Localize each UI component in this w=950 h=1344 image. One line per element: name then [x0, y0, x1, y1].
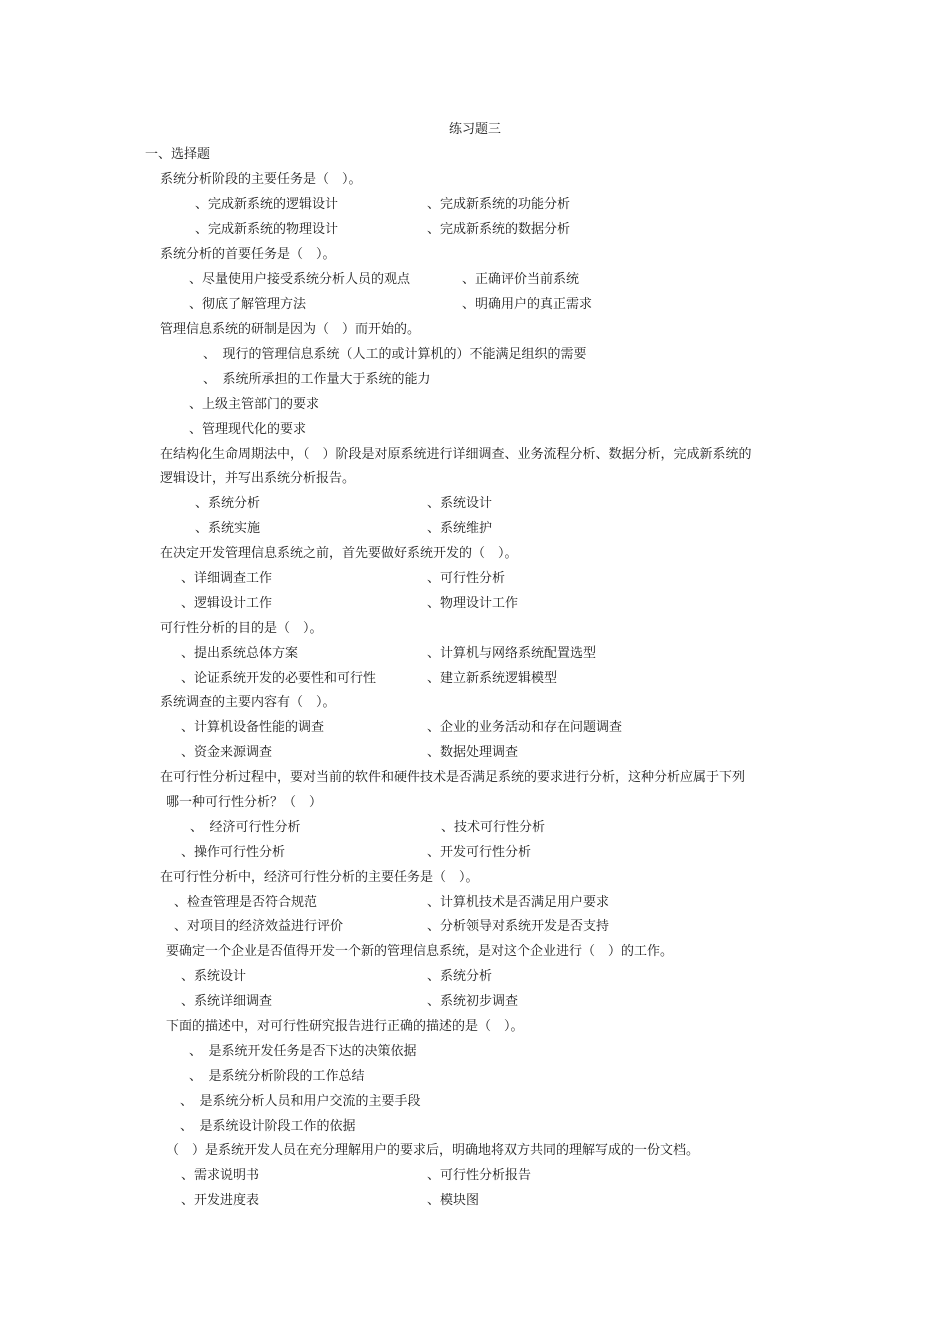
question-stem: （ ）是系统开发人员在充分理解用户的要求后，明确地将双方共同的理解写成的一份文档。 [166, 1143, 700, 1158]
option: 、企业的业务活动和存在问题调查 [427, 720, 623, 735]
question-stem: 在可行性分析过程中，要对当前的软件和硬件技术是否满足系统的要求进行分析，这种分析应属于下列 [160, 770, 746, 785]
option: 、 是系统分析阶段的工作总结 [189, 1069, 365, 1084]
option: 、可行性分析 [427, 571, 506, 586]
option: 、系统设计 [181, 969, 247, 984]
option: 、彻底了解管理方法 [189, 297, 307, 312]
option: 、分析领导对系统开发是否支持 [427, 919, 610, 934]
option: 、系统分析 [427, 969, 493, 984]
option: 、技术可行性分析 [441, 820, 546, 835]
option: 、需求说明书 [181, 1168, 260, 1183]
option: 、尽量使用户接受系统分析人员的观点 [189, 272, 411, 287]
question-stem: 系统分析的首要任务是（ ）。 [160, 247, 336, 262]
option: 、 现行的管理信息系统（人工的或计算机的）不能满足组织的需要 [203, 347, 587, 362]
option: 、模块图 [427, 1193, 480, 1208]
option: 、计算机技术是否满足用户要求 [427, 895, 610, 910]
option: 、管理现代化的要求 [189, 422, 307, 437]
option: 、 是系统设计阶段工作的依据 [180, 1119, 356, 1134]
option: 、系统初步调查 [427, 994, 519, 1009]
option: 、完成新系统的数据分析 [427, 222, 571, 237]
option: 、明确用户的真正需求 [462, 297, 593, 312]
option: 、开发进度表 [181, 1193, 260, 1208]
question-stem: 系统调查的主要内容有（ ）。 [160, 695, 336, 710]
option: 、详细调查工作 [181, 571, 273, 586]
option: 、 经济可行性分析 [190, 820, 301, 835]
option: 、数据处理调查 [427, 745, 519, 760]
option: 、系统维护 [427, 521, 493, 536]
question-stem: 系统分析阶段的主要任务是（ ）。 [160, 172, 362, 187]
question-stem: 要确定一个企业是否值得开发一个新的管理信息系统，是对这个企业进行（ ）的工作。 [166, 944, 674, 959]
option: 、系统详细调查 [181, 994, 273, 1009]
option: 、开发可行性分析 [427, 845, 532, 860]
option: 、提出系统总体方案 [181, 646, 299, 661]
option: 、可行性分析报告 [427, 1168, 532, 1183]
option: 、 系统所承担的工作量大于系统的能力 [203, 372, 431, 387]
option: 、完成新系统的功能分析 [427, 197, 571, 212]
page-title: 练习题三 [448, 122, 501, 137]
option: 、 是系统开发任务是否下达的决策依据 [189, 1044, 417, 1059]
option: 、检查管理是否符合规范 [174, 895, 318, 910]
question-stem-continued: 逻辑设计，并写出系统分析报告。 [160, 471, 356, 486]
option: 、资金来源调查 [181, 745, 273, 760]
question-stem: 在结构化生命周期法中，（ ）阶段是对原系统进行详细调查、业务流程分析、数据分析，完成新系统的 [160, 447, 752, 462]
option: 、完成新系统的物理设计 [195, 222, 339, 237]
option: 、操作可行性分析 [181, 845, 286, 860]
option: 、对项目的经济效益进行评价 [174, 919, 344, 934]
question-stem-continued: 哪一种可行性分析？（ ） [166, 795, 323, 810]
option: 、系统实施 [195, 521, 261, 536]
question-stem: 在决定开发管理信息系统之前，首先要做好系统开发的（ ）。 [160, 546, 518, 561]
option: 、完成新系统的逻辑设计 [195, 197, 339, 212]
option: 、系统分析 [195, 496, 261, 511]
question-stem: 可行性分析的目的是（ ）。 [160, 621, 323, 636]
question-stem: 在可行性分析中，经济可行性分析的主要任务是（ ）。 [160, 870, 479, 885]
option: 、系统设计 [427, 496, 493, 511]
option: 、论证系统开发的必要性和可行性 [181, 671, 377, 686]
option: 、上级主管部门的要求 [189, 397, 320, 412]
section-heading: 一、选择题 [145, 147, 211, 162]
option: 、计算机设备性能的调查 [181, 720, 325, 735]
option: 、物理设计工作 [427, 596, 519, 611]
option: 、 是系统分析人员和用户交流的主要手段 [180, 1094, 421, 1109]
option: 、正确评价当前系统 [462, 272, 580, 287]
question-stem: 下面的描述中，对可行性研究报告进行正确的描述的是（ ）。 [166, 1019, 524, 1034]
option: 、计算机与网络系统配置选型 [427, 646, 597, 661]
question-stem: 管理信息系统的研制是因为（ ）而开始的。 [160, 322, 421, 337]
option: 、建立新系统逻辑模型 [427, 671, 558, 686]
option: 、逻辑设计工作 [181, 596, 273, 611]
